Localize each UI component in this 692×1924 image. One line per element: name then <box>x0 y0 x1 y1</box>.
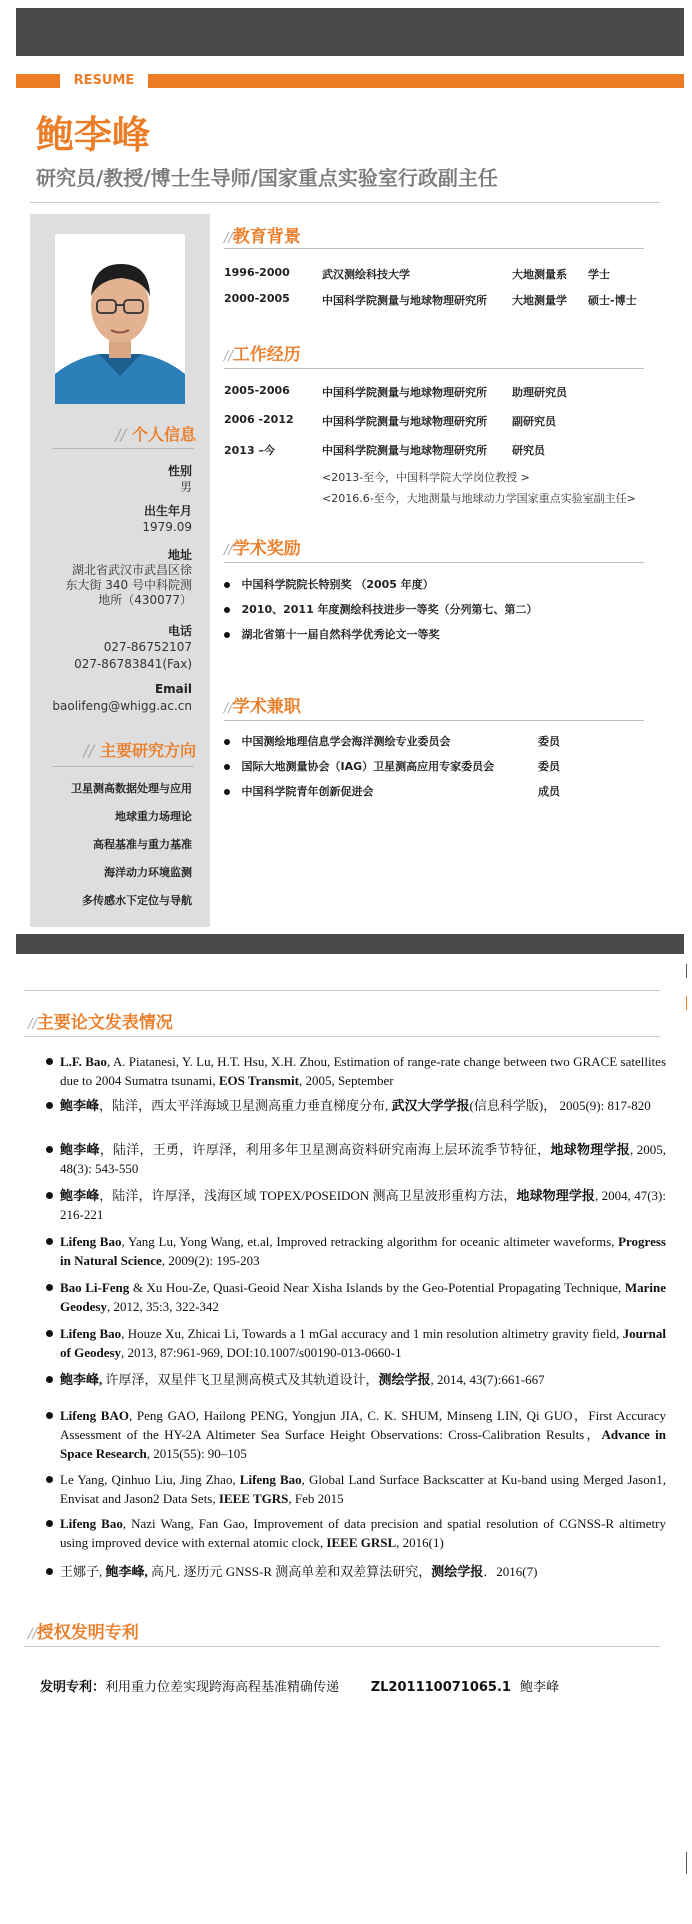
publication-item <box>60 1186 666 1224</box>
publication-item <box>60 1324 666 1362</box>
publication-emphasis: L.F. Bao <box>60 1054 107 1069</box>
page-marker <box>686 996 687 1010</box>
publication-text: ，陆洋，西太平洋海域卫星测高重力垂直梯度分布, <box>99 1098 392 1113</box>
bullet-icon <box>46 1568 53 1575</box>
publication-item <box>60 1470 666 1508</box>
publication-emphasis: Lifeng Bao <box>60 1326 122 1341</box>
email-value: baolifeng@whigg.ac.cn <box>52 699 192 713</box>
birth-value: 1979.09 <box>142 520 192 534</box>
publication-text: , 2012, 35:3, 322-342 <box>106 1299 219 1314</box>
section-divider <box>24 1036 660 1037</box>
research-item: 高程基准与重力基准 <box>93 838 192 851</box>
job-title: 研究员/教授/博士生导师/国家重点实验室行政副主任 <box>36 166 498 190</box>
publication-text: , 2005, 48(3): 543-550 <box>60 1142 666 1176</box>
publication-emphasis: IEEE TGRS <box>218 1491 289 1506</box>
publication-text: ，陆洋，许厚泽，浅海区域 TOPEX/POSEIDON 测高卫星波形重构方法， <box>99 1188 517 1203</box>
bullet-icon <box>46 1520 53 1527</box>
publication-text: , Houze Xu, Zhicai Li, Towards a 1 mGal accuracy and 1 min resolution altimetry gravity field, <box>121 1326 623 1341</box>
publication-text: ，陆洋，王勇，许厚泽，利用多年卫星测高资料研究南海上层环流季节特征， <box>99 1142 551 1157</box>
work-role: 副研究员 <box>512 415 556 428</box>
research-heading: // 主要研究方向 <box>83 741 196 760</box>
publication-item <box>60 1562 666 1581</box>
page-marker <box>686 1852 687 1874</box>
publication-item <box>60 1514 666 1552</box>
bullet-icon <box>224 739 230 745</box>
publication-item <box>60 1140 666 1178</box>
award-item: 2010、2011 年度测绘科技进步一等奖（分列第七、第二） <box>224 601 538 617</box>
position-role: 委员 <box>538 760 560 773</box>
bullet-icon <box>46 1476 53 1483</box>
research-item: 地球重力场理论 <box>115 810 192 823</box>
bullet-icon <box>46 1192 53 1199</box>
publication-text: , 2004, 47(3): 216-221 <box>60 1188 666 1222</box>
work-note: <2013-至今，中国科学院大学岗位教授 > <box>322 471 530 484</box>
publication-text: ．2016(7) <box>483 1564 538 1579</box>
gender-label: 性别 <box>167 464 192 478</box>
publication-text: , 2009(2): 195-203 <box>161 1253 260 1268</box>
birth-label: 出生年月 <box>143 504 192 518</box>
gender-value: 男 <box>179 480 192 494</box>
patent-label: 发明专利： <box>40 1680 106 1695</box>
work-heading: //工作经历 <box>224 345 301 365</box>
position-item: 中国科学院青年创新促进会 <box>224 783 374 799</box>
education-dept: 大地测量系 <box>512 268 567 281</box>
bullet-icon <box>46 1376 53 1383</box>
position-role: 委员 <box>538 735 560 748</box>
education-org: 中国科学院测量与地球物理研究所 <box>322 294 487 307</box>
education-heading: //教育背景 <box>224 227 301 247</box>
publication-item <box>60 1406 666 1463</box>
publication-emphasis: Lifeng Bao <box>239 1472 302 1487</box>
bullet-icon <box>224 607 230 613</box>
section-divider <box>224 720 644 721</box>
address-label: 地址 <box>167 548 192 562</box>
sidebar-divider <box>52 766 194 767</box>
publication-text: 许厚泽，双星伴飞卫星测高模式及其轨道设计， <box>102 1372 379 1387</box>
publication-emphasis: Progress in Natural Science <box>60 1234 666 1268</box>
publication-text: , Global Land Surface Backscatter at Ku-band using Merged Jason1, Envisat and Jason2 Data Sets, <box>60 1472 666 1506</box>
research-item: 多传感水下定位与导航 <box>82 894 192 907</box>
publication-text: , A. Piatanesi, Y. Lu, H.T. Hsu, X.H. Zhou, Estimation of range-rate change between two GRACE satellites due to 2004 Sumatra tsunami, <box>60 1054 666 1088</box>
section-divider <box>24 1646 660 1647</box>
work-period: 2013 –今 <box>224 444 275 457</box>
publication-text: , Feb 2015 <box>288 1491 344 1506</box>
publication-text: 王娜子, <box>60 1564 106 1579</box>
resume-tag: RESUME <box>60 72 148 90</box>
bullet-icon <box>224 582 230 588</box>
work-period: 2005-2006 <box>224 384 290 397</box>
fax-value: 027-86783841(Fax) <box>74 657 192 671</box>
publication-emphasis: 鲍李峰, <box>105 1564 148 1579</box>
education-dept: 大地测量学 <box>512 294 567 307</box>
publication-text: , Yang Lu, Yong Wang, et.al, Improved retracking algorithm for oceanic altimeter waveforms, <box>121 1234 619 1249</box>
bullet-icon <box>224 764 230 770</box>
positions-heading: //学术兼职 <box>224 697 301 717</box>
sidebar-divider <box>52 448 194 449</box>
education-period: 1996-2000 <box>224 266 290 279</box>
publication-text: , 2014, 43(7):661-667 <box>430 1372 545 1387</box>
bullet-icon <box>46 1058 53 1065</box>
publication-emphasis: 武汉大学学报 <box>391 1098 470 1113</box>
personal-info-heading: // 个人信息 <box>115 425 196 444</box>
bullet-icon <box>46 1238 53 1245</box>
patent-owner: 鲍李峰 <box>520 1680 560 1695</box>
publication-item <box>60 1232 666 1270</box>
publication-text: Le Yang, Qinhuo Liu, Jing Zhao, <box>60 1472 240 1487</box>
section-divider <box>224 368 644 369</box>
work-org: 中国科学院测量与地球物理研究所 <box>322 386 487 399</box>
publication-emphasis: IEEE GRSL <box>326 1535 397 1550</box>
research-item: 卫星测高数据处理与应用 <box>71 782 192 795</box>
publication-text: (信息科学版)， 2005(9): 817-820 <box>469 1098 651 1113</box>
phone-value: 027-86752107 <box>103 640 192 654</box>
publication-emphasis: Lifeng BAO <box>60 1408 129 1423</box>
publication-text: , Peng GAO, Hailong PENG, Yongjun JIA, C. K. SHUM, Minseng LIN, Qi GUO，First Accuracy Assessment of the HY-2A Altimeter Sea Surface Height Observations: Cross-Calibration Results， <box>60 1408 666 1442</box>
publication-emphasis: 测绘学报 <box>378 1372 431 1387</box>
publication-emphasis: 地球物理学报 <box>516 1188 596 1203</box>
awards-heading: //学术奖励 <box>224 539 301 559</box>
publication-item <box>60 1052 666 1090</box>
publication-text: , 2013, 87:961-969, DOI:10.1007/s00190-013-0660-1 <box>121 1345 402 1360</box>
publication-text: 高凡. 逐历元 GNSS-R 测高单差和双差算法研究， <box>147 1564 432 1579</box>
bullet-icon <box>46 1102 53 1109</box>
publication-text: , 2005, September <box>298 1073 394 1088</box>
education-period: 2000-2005 <box>224 292 290 305</box>
email-label: Email <box>154 682 192 696</box>
publication-emphasis: Lifeng Bao <box>60 1234 122 1249</box>
section-divider <box>224 248 644 249</box>
page-divider <box>24 990 660 991</box>
position-role: 成员 <box>538 785 560 798</box>
publication-emphasis: Journal of Geodesy <box>60 1326 666 1360</box>
resume-ribbon <box>16 72 684 90</box>
page-marker <box>686 964 687 978</box>
publication-text: , 2015(55): 90–105 <box>146 1446 247 1461</box>
publication-item <box>60 1278 666 1316</box>
publication-emphasis: 鲍李峰, <box>60 1372 103 1387</box>
award-item: 湖北省第十一届自然科学优秀论文一等奖 <box>224 626 440 642</box>
education-degree: 学士 <box>588 268 610 281</box>
publication-emphasis: Bao Li-Feng <box>60 1280 130 1295</box>
publication-emphasis: EOS Transmit <box>218 1073 299 1088</box>
publication-emphasis: 鲍李峰 <box>60 1188 100 1203</box>
bullet-icon <box>46 1330 53 1337</box>
patent-number: ZL201110071065.1 <box>370 1680 511 1695</box>
section-divider <box>224 562 644 563</box>
bullet-icon <box>224 632 230 638</box>
work-period: 2006 -2012 <box>224 413 294 426</box>
publication-item <box>60 1096 666 1115</box>
publication-emphasis: Lifeng Bao <box>60 1516 123 1531</box>
award-item: 中国科学院院长特别奖 （2005 年度） <box>224 576 434 592</box>
publication-emphasis: 地球物理学报 <box>550 1142 630 1157</box>
bullet-icon <box>46 1412 53 1419</box>
work-org: 中国科学院测量与地球物理研究所 <box>322 415 487 428</box>
publication-emphasis: Marine Geodesy <box>60 1280 666 1314</box>
position-item: 国际大地测量协会（IAG）卫星测高应用专家委员会 <box>224 758 494 774</box>
profile-photo <box>55 234 185 404</box>
patents-heading: //授权发明专利 <box>28 1623 139 1643</box>
work-role: 研究员 <box>512 444 545 457</box>
publication-text: , 2016(1) <box>396 1535 444 1550</box>
publication-text: & Xu Hou-Ze, Quasi-Geoid Near Xisha Islands by the Geo-Potential Propagating Technique, <box>129 1280 625 1295</box>
address-value: 湖北省武汉市武昌区徐东大街 340 号中科院测地所（430077） <box>65 563 192 607</box>
patent-entry <box>40 1676 559 1695</box>
publication-emphasis: Advance in Space Research <box>60 1427 667 1461</box>
section-band <box>16 934 684 954</box>
bullet-icon <box>224 789 230 795</box>
papers-heading: //主要论文发表情况 <box>28 1013 173 1033</box>
phone-label: 电话 <box>167 624 192 638</box>
work-org: 中国科学院测量与地球物理研究所 <box>322 444 487 457</box>
education-degree: 硕士-博士 <box>588 294 637 307</box>
bullet-icon <box>46 1284 53 1291</box>
work-note: <2016.6-至今，大地测量与地球动力学国家重点实验室副主任> <box>322 492 636 505</box>
publication-emphasis: 测绘学报 <box>431 1564 484 1579</box>
header-divider <box>30 202 660 203</box>
education-org: 武汉测绘科技大学 <box>322 268 410 281</box>
work-role: 助理研究员 <box>512 386 567 399</box>
publication-emphasis: 鲍李峰 <box>60 1142 100 1157</box>
publication-text: , Nazi Wang, Fan Gao, Improvement of data precision and spatial resolution of CGNSS-R altimetry using improved device with external atomic clock, <box>60 1516 666 1550</box>
patent-title: 利用重力位差实现跨海高程基准精确传递 <box>105 1680 340 1695</box>
publication-item <box>60 1370 666 1389</box>
research-item: 海洋动力环境监测 <box>104 866 192 879</box>
bullet-icon <box>46 1146 53 1153</box>
position-item: 中国测绘地理信息学会海洋测绘专业委员会 <box>224 733 451 749</box>
publication-emphasis: 鲍李峰 <box>60 1098 100 1113</box>
top-banner <box>16 8 684 56</box>
person-name: 鲍李峰 <box>36 113 151 157</box>
